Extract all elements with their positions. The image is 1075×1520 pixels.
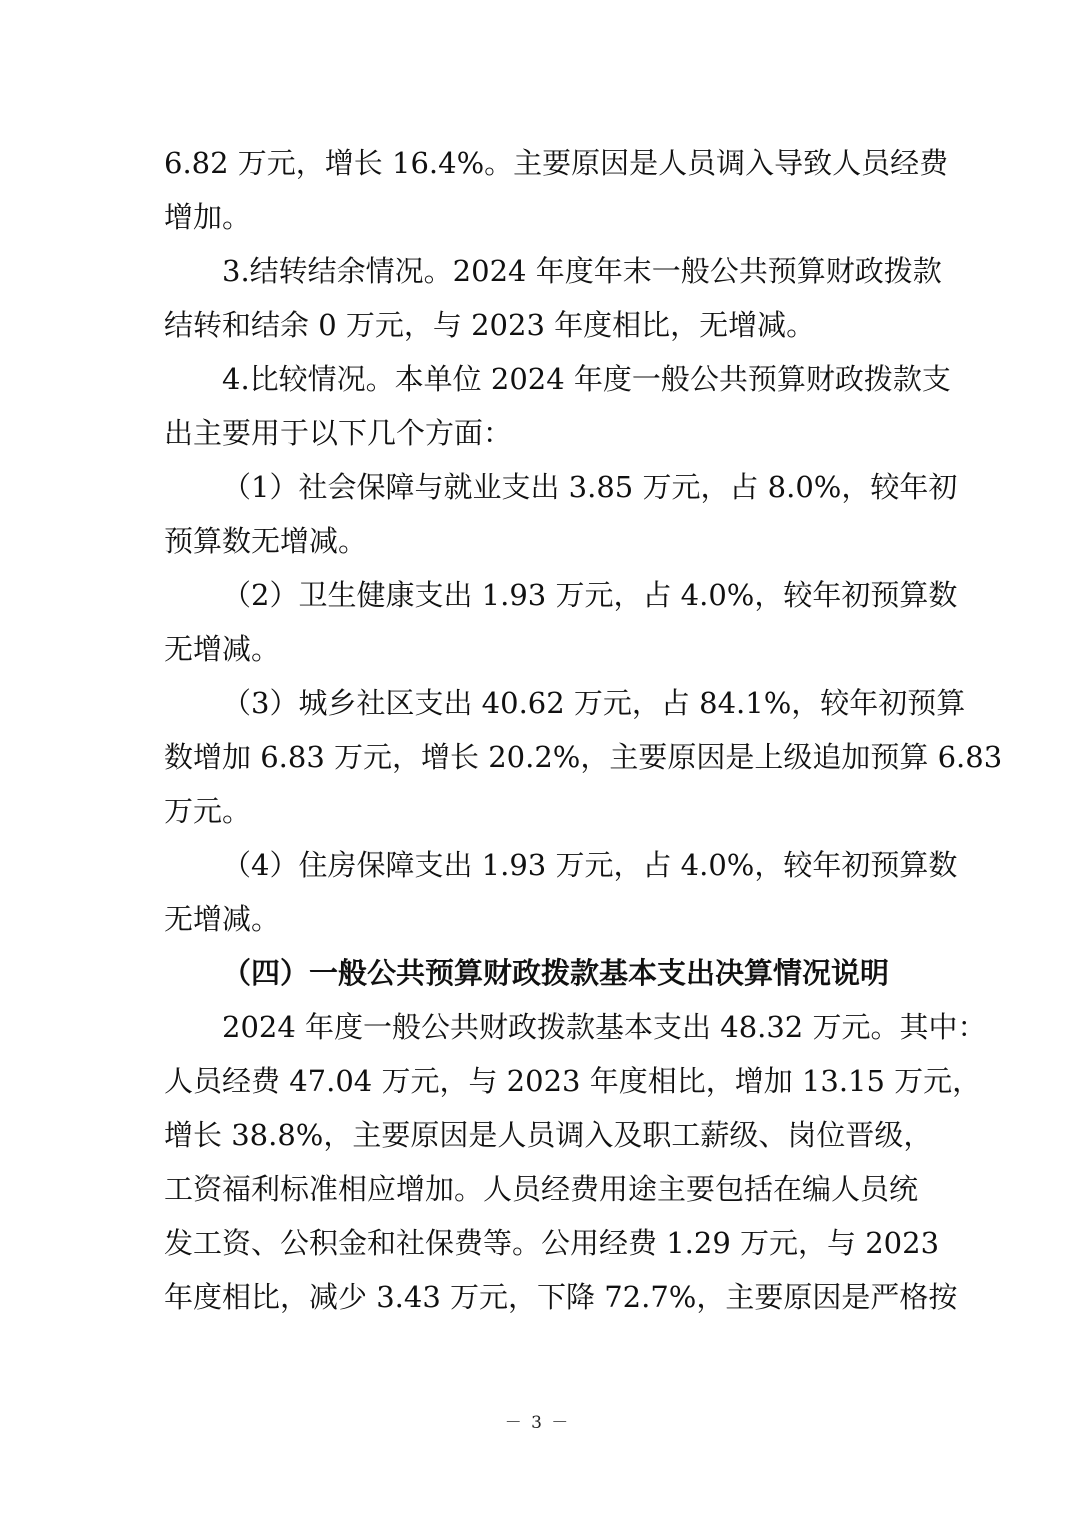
page-number: － 3 －	[504, 1413, 571, 1433]
text-line: （4）住房保障支出 1.93 万元，占 4.0%，较年初预算数	[222, 848, 958, 882]
text-line: 结转和结余 0 万元，与 2023 年度相比，无增减。	[164, 308, 816, 342]
text-line: 增长 38.8%，主要原因是人员调入及职工薪级、岗位晋级，	[164, 1118, 933, 1152]
text-line: 人员经费 47.04 万元，与 2023 年度相比，增加 13.15 万元，	[164, 1064, 982, 1098]
text-line: 无增减。	[164, 902, 281, 936]
text-line: 增加。	[164, 200, 252, 234]
text-line: （3）城乡社区支出 40.62 万元，占 84.1%，较年初预算	[222, 686, 966, 720]
text-line: 4.比较情况。本单位 2024 年度一般公共预算财政拨款支	[222, 362, 951, 396]
text-line: 工资福利标准相应增加。人员经费用途主要包括在编人员统	[164, 1172, 919, 1206]
text-line: （1）社会保障与就业支出 3.85 万元，占 8.0%，较年初	[222, 470, 958, 504]
text-line: 出主要用于以下几个方面：	[164, 416, 513, 450]
text-line: 数增加 6.83 万元，增长 20.2%，主要原因是上级追加预算 6.83	[164, 740, 1003, 774]
section-heading: （四）一般公共预算财政拨款基本支出决算情况说明	[222, 956, 890, 990]
text-line: 预算数无增减。	[164, 524, 368, 558]
text-line: 3.结转结余情况。2024 年度年末一般公共预算财政拨款	[222, 254, 942, 288]
text-line: 6.82 万元，增长 16.4%。主要原因是人员调入导致人员经费	[164, 146, 949, 180]
text-line: 2024 年度一般公共财政拨款基本支出 48.32 万元。其中：	[222, 1010, 987, 1044]
text-line: 万元。	[164, 794, 252, 828]
text-line: 年度相比，减少 3.43 万元，下降 72.7%，主要原因是严格按	[164, 1280, 958, 1314]
text-line: 发工资、公积金和社保费等。公用经费 1.29 万元，与 2023	[164, 1226, 940, 1260]
text-line: 无增减。	[164, 632, 281, 666]
text-line: （2）卫生健康支出 1.93 万元，占 4.0%，较年初预算数	[222, 578, 958, 612]
